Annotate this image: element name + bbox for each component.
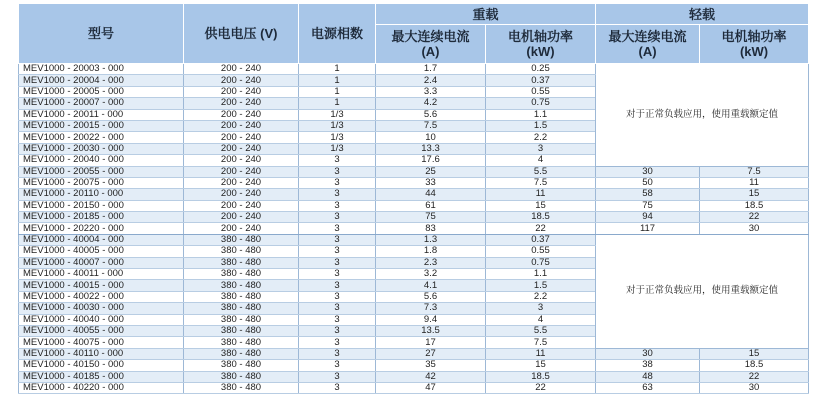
cell-hd-power: 11	[486, 189, 596, 200]
cell-model: MEV1000 - 20015 - 000	[19, 120, 184, 131]
header-heavy-duty: 重载	[376, 4, 596, 25]
cell-ld-power: 30	[700, 382, 809, 393]
cell-ld-current: 117	[596, 223, 700, 234]
cell-voltage: 380 - 480	[184, 337, 299, 348]
cell-voltage: 200 - 240	[184, 155, 299, 166]
cell-model: MEV1000 - 20022 - 000	[19, 132, 184, 143]
cell-hd-current: 1.3	[376, 234, 486, 245]
cell-voltage: 380 - 480	[184, 325, 299, 336]
cell-phases: 3	[299, 291, 376, 302]
cell-hd-current: 5.6	[376, 109, 486, 120]
cell-model: MEV1000 - 20110 - 000	[19, 189, 184, 200]
table-row	[19, 189, 809, 200]
cell-hd-current: 4.1	[376, 280, 486, 291]
cell-hd-current: 13.5	[376, 325, 486, 336]
cell-phases: 3	[299, 189, 376, 200]
cell-hd-current: 35	[376, 360, 486, 371]
cell-hd-power: 3	[486, 303, 596, 314]
header-model: 型号	[19, 4, 184, 64]
cell-hd-power: 5.5	[486, 325, 596, 336]
cell-voltage: 380 - 480	[184, 280, 299, 291]
table-row	[19, 348, 809, 359]
table-row	[19, 234, 809, 245]
header-hd-power	[486, 25, 596, 64]
cell-phases: 3	[299, 212, 376, 223]
cell-ld-power: 22	[700, 371, 809, 382]
header-ld-power	[700, 25, 809, 64]
cell-hd-current: 2.4	[376, 75, 486, 86]
cell-voltage: 200 - 240	[184, 223, 299, 234]
cell-hd-power: 22	[486, 223, 596, 234]
cell-phases: 3	[299, 314, 376, 325]
cell-ld-current: 50	[596, 177, 700, 188]
cell-hd-current: 3.2	[376, 269, 486, 280]
cell-hd-power: 1.5	[486, 280, 596, 291]
cell-model: MEV1000 - 40075 - 000	[19, 337, 184, 348]
header-light-duty: 轻载	[596, 4, 809, 25]
cell-hd-current: 33	[376, 177, 486, 188]
cell-phases: 1	[299, 98, 376, 109]
cell-model: MEV1000 - 20007 - 000	[19, 98, 184, 109]
cell-phases: 3	[299, 337, 376, 348]
cell-phases: 1/3	[299, 132, 376, 143]
cell-hd-power: 0.75	[486, 257, 596, 268]
cell-voltage: 200 - 240	[184, 212, 299, 223]
cell-model: MEV1000 - 40022 - 000	[19, 291, 184, 302]
cell-hd-current: 42	[376, 371, 486, 382]
cell-ld-power: 15	[700, 189, 809, 200]
light-duty-note: 对于正常负载应用，使用重载额定值	[596, 64, 809, 167]
cell-ld-power: 18.5	[700, 200, 809, 211]
cell-voltage: 380 - 480	[184, 303, 299, 314]
cell-phases: 1/3	[299, 143, 376, 154]
header-ld-power-label: 电机轴功率	[721, 29, 787, 44]
cell-voltage: 200 - 240	[184, 120, 299, 131]
cell-model: MEV1000 - 20004 - 000	[19, 75, 184, 86]
cell-phases: 3	[299, 280, 376, 291]
cell-voltage: 380 - 480	[184, 314, 299, 325]
cell-ld-power: 18.5	[700, 360, 809, 371]
cell-hd-current: 2.3	[376, 257, 486, 268]
cell-hd-power: 0.25	[486, 64, 596, 75]
cell-voltage: 200 - 240	[184, 189, 299, 200]
cell-model: MEV1000 - 20055 - 000	[19, 166, 184, 177]
cell-hd-current: 47	[376, 382, 486, 393]
header-ld-current	[596, 25, 700, 64]
cell-hd-current: 1.7	[376, 64, 486, 75]
cell-model: MEV1000 - 20030 - 000	[19, 143, 184, 154]
cell-voltage: 380 - 480	[184, 360, 299, 371]
cell-phases: 1	[299, 64, 376, 75]
cell-model: MEV1000 - 40004 - 000	[19, 234, 184, 245]
cell-hd-current: 4.2	[376, 98, 486, 109]
cell-model: MEV1000 - 40011 - 000	[19, 269, 184, 280]
cell-hd-current: 1.8	[376, 246, 486, 257]
cell-hd-power: 7.5	[486, 337, 596, 348]
cell-hd-current: 3.3	[376, 86, 486, 97]
header-ld-power-unit: (kW)	[739, 44, 769, 59]
cell-phases: 3	[299, 303, 376, 314]
cell-voltage: 380 - 480	[184, 382, 299, 393]
cell-voltage: 200 - 240	[184, 177, 299, 188]
cell-phases: 1	[299, 86, 376, 97]
cell-hd-current: 75	[376, 212, 486, 223]
cell-hd-current: 7.3	[376, 303, 486, 314]
cell-model: MEV1000 - 20075 - 000	[19, 177, 184, 188]
cell-hd-current: 61	[376, 200, 486, 211]
cell-hd-power: 15	[486, 360, 596, 371]
header-hd-current-unit: (A)	[421, 44, 440, 59]
cell-phases: 3	[299, 371, 376, 382]
cell-phases: 3	[299, 155, 376, 166]
cell-hd-current: 9.4	[376, 314, 486, 325]
table-body	[19, 64, 809, 394]
cell-hd-power: 1.5	[486, 120, 596, 131]
table-row	[19, 371, 809, 382]
cell-phases: 3	[299, 360, 376, 371]
cell-voltage: 200 - 240	[184, 98, 299, 109]
cell-model: MEV1000 - 40220 - 000	[19, 382, 184, 393]
cell-voltage: 200 - 240	[184, 109, 299, 120]
cell-hd-current: 7.5	[376, 120, 486, 131]
cell-phases: 3	[299, 257, 376, 268]
header-ld-current-unit: (A)	[638, 44, 657, 59]
cell-hd-power: 1.1	[486, 109, 596, 120]
cell-ld-current: 48	[596, 371, 700, 382]
cell-model: MEV1000 - 20005 - 000	[19, 86, 184, 97]
cell-model: MEV1000 - 20003 - 000	[19, 64, 184, 75]
cell-hd-power: 0.75	[486, 98, 596, 109]
cell-voltage: 380 - 480	[184, 371, 299, 382]
cell-model: MEV1000 - 20220 - 000	[19, 223, 184, 234]
cell-ld-current: 94	[596, 212, 700, 223]
cell-phases: 1/3	[299, 120, 376, 131]
cell-hd-power: 11	[486, 348, 596, 359]
cell-ld-power: 15	[700, 348, 809, 359]
cell-hd-current: 17	[376, 337, 486, 348]
cell-ld-power: 22	[700, 212, 809, 223]
header-phases: 电源相数	[299, 4, 376, 64]
cell-voltage: 200 - 240	[184, 143, 299, 154]
light-duty-note: 对于正常负载应用，使用重载额定值	[596, 234, 809, 348]
cell-hd-power: 4	[486, 155, 596, 166]
cell-hd-power: 0.37	[486, 75, 596, 86]
cell-ld-current: 63	[596, 382, 700, 393]
cell-voltage: 200 - 240	[184, 75, 299, 86]
cell-voltage: 200 - 240	[184, 64, 299, 75]
table-row	[19, 223, 809, 234]
header-voltage: 供电电压 (V)	[184, 4, 299, 64]
cell-phases: 3	[299, 234, 376, 245]
header-hd-current-label: 最大连续电流	[391, 29, 470, 44]
cell-voltage: 200 - 240	[184, 166, 299, 177]
cell-hd-current: 83	[376, 223, 486, 234]
header-ld-current-label: 最大连续电流	[608, 29, 687, 44]
cell-hd-current: 27	[376, 348, 486, 359]
cell-voltage: 200 - 240	[184, 86, 299, 97]
cell-model: MEV1000 - 40015 - 000	[19, 280, 184, 291]
cell-hd-power: 1.1	[486, 269, 596, 280]
cell-model: MEV1000 - 40150 - 000	[19, 360, 184, 371]
cell-model: MEV1000 - 40040 - 000	[19, 314, 184, 325]
table-row	[19, 64, 809, 75]
cell-phases: 1/3	[299, 109, 376, 120]
cell-phases: 3	[299, 269, 376, 280]
cell-model: MEV1000 - 40007 - 000	[19, 257, 184, 268]
cell-model: MEV1000 - 20150 - 000	[19, 200, 184, 211]
cell-ld-current: 30	[596, 166, 700, 177]
cell-hd-power: 22	[486, 382, 596, 393]
cell-ld-current: 58	[596, 189, 700, 200]
cell-hd-power: 18.5	[486, 212, 596, 223]
header-hd-power-label: 电机轴功率	[508, 29, 574, 44]
cell-hd-power: 3	[486, 143, 596, 154]
cell-model: MEV1000 - 40110 - 000	[19, 348, 184, 359]
cell-model: MEV1000 - 20011 - 000	[19, 109, 184, 120]
header-hd-power-unit: (kW)	[526, 44, 555, 59]
cell-voltage: 380 - 480	[184, 291, 299, 302]
cell-hd-current: 25	[376, 166, 486, 177]
cell-hd-current: 17.6	[376, 155, 486, 166]
cell-hd-power: 5.5	[486, 166, 596, 177]
cell-hd-power: 4	[486, 314, 596, 325]
table-row	[19, 212, 809, 223]
cell-hd-power: 0.37	[486, 234, 596, 245]
cell-ld-power: 11	[700, 177, 809, 188]
cell-phases: 3	[299, 246, 376, 257]
table-row	[19, 200, 809, 211]
cell-model: MEV1000 - 20040 - 000	[19, 155, 184, 166]
cell-ld-current: 38	[596, 360, 700, 371]
cell-ld-current: 75	[596, 200, 700, 211]
cell-model: MEV1000 - 40030 - 000	[19, 303, 184, 314]
cell-ld-power: 7.5	[700, 166, 809, 177]
header-hd-current	[376, 25, 486, 64]
cell-hd-power: 15	[486, 200, 596, 211]
cell-phases: 1	[299, 75, 376, 86]
cell-phases: 3	[299, 348, 376, 359]
table-row	[19, 360, 809, 371]
cell-model: MEV1000 - 40185 - 000	[19, 371, 184, 382]
cell-voltage: 380 - 480	[184, 348, 299, 359]
cell-voltage: 380 - 480	[184, 269, 299, 280]
cell-hd-power: 0.55	[486, 86, 596, 97]
table-row	[19, 177, 809, 188]
cell-hd-power: 2.2	[486, 132, 596, 143]
cell-model: MEV1000 - 40005 - 000	[19, 246, 184, 257]
spec-table	[18, 3, 809, 394]
cell-voltage: 380 - 480	[184, 257, 299, 268]
cell-hd-current: 10	[376, 132, 486, 143]
cell-ld-current: 30	[596, 348, 700, 359]
table-row	[19, 382, 809, 393]
cell-hd-power: 7.5	[486, 177, 596, 188]
cell-hd-current: 5.6	[376, 291, 486, 302]
cell-phases: 3	[299, 166, 376, 177]
cell-voltage: 200 - 240	[184, 132, 299, 143]
cell-phases: 3	[299, 223, 376, 234]
cell-voltage: 200 - 240	[184, 200, 299, 211]
cell-phases: 3	[299, 177, 376, 188]
cell-ld-power: 30	[700, 223, 809, 234]
cell-model: MEV1000 - 20185 - 000	[19, 212, 184, 223]
cell-hd-power: 2.2	[486, 291, 596, 302]
cell-hd-power: 18.5	[486, 371, 596, 382]
cell-phases: 3	[299, 200, 376, 211]
cell-voltage: 380 - 480	[184, 234, 299, 245]
cell-hd-current: 44	[376, 189, 486, 200]
cell-hd-power: 0.55	[486, 246, 596, 257]
cell-voltage: 380 - 480	[184, 246, 299, 257]
cell-hd-current: 13.3	[376, 143, 486, 154]
cell-phases: 3	[299, 382, 376, 393]
table-row	[19, 166, 809, 177]
cell-model: MEV1000 - 40055 - 000	[19, 325, 184, 336]
cell-phases: 3	[299, 325, 376, 336]
